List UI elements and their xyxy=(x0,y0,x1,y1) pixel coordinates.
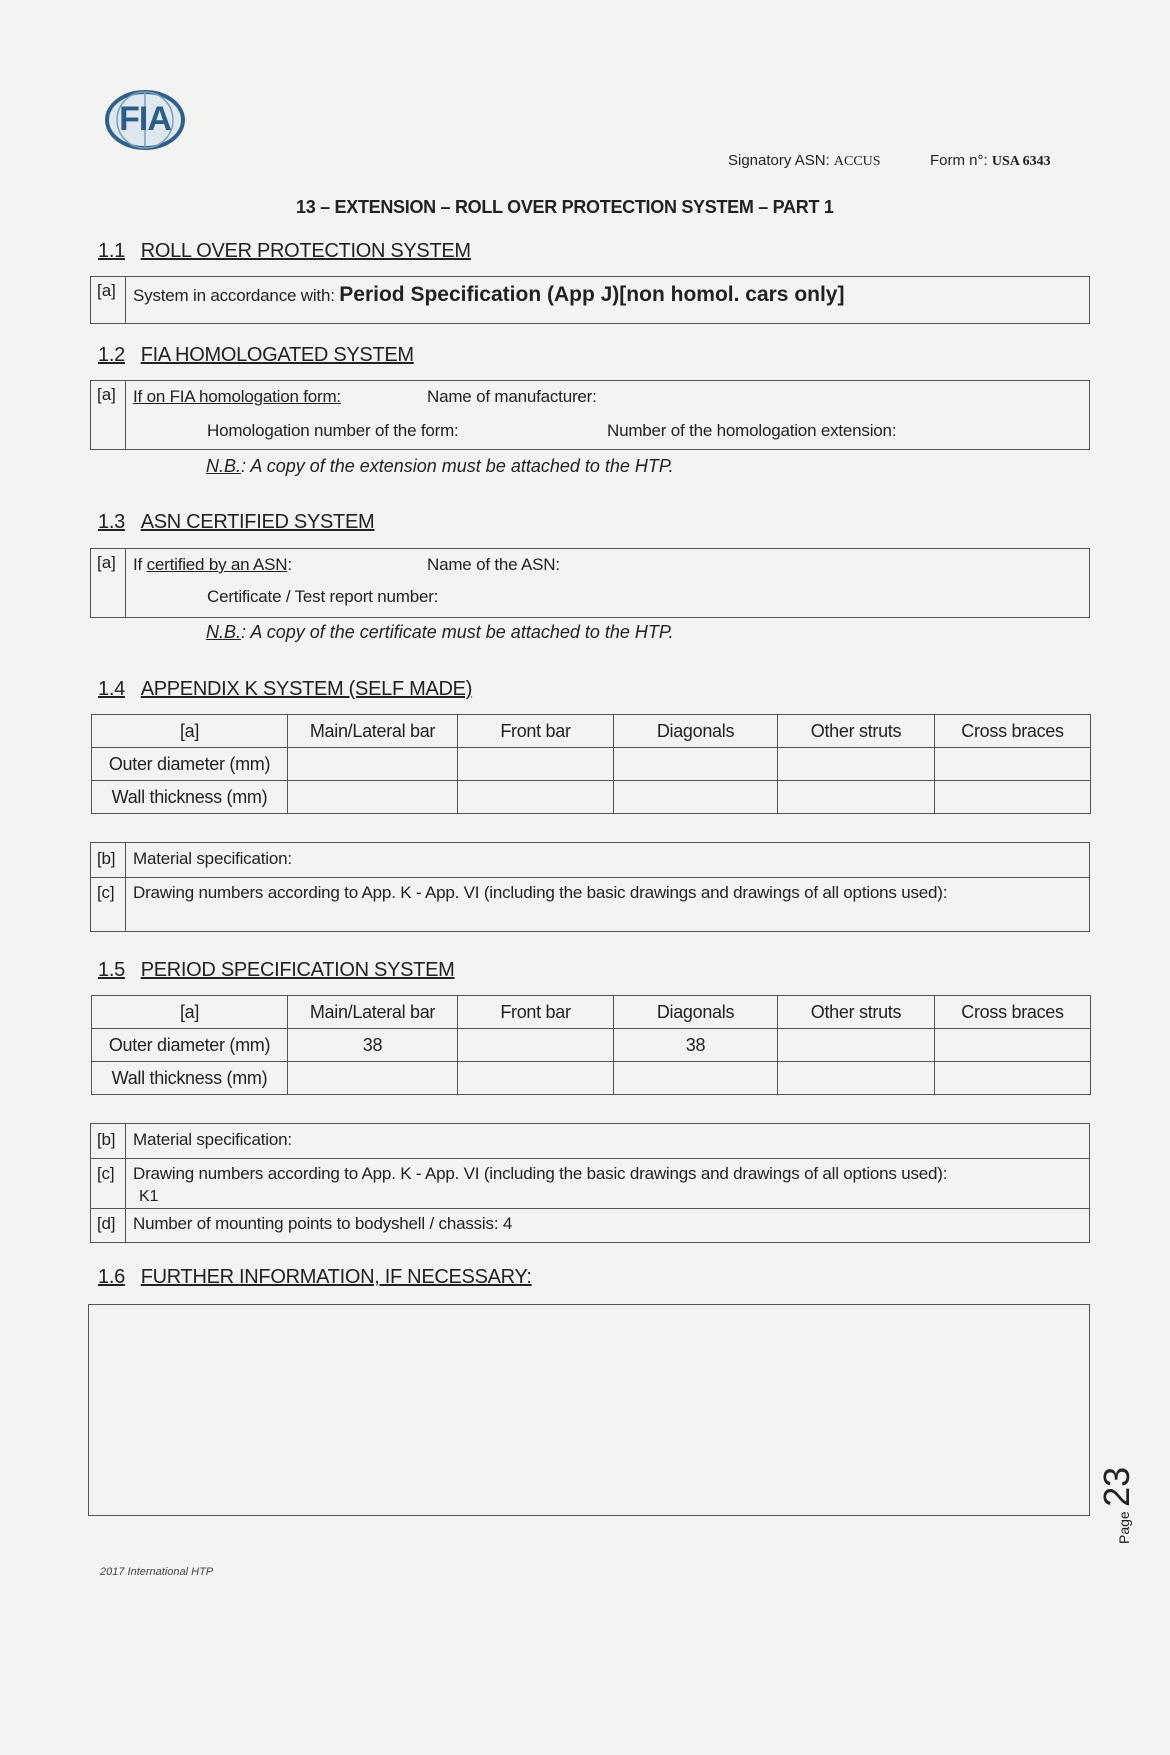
table-row: Outer diameter (mm) xyxy=(92,748,1091,781)
drawing-numbers-value: K1 xyxy=(139,1188,159,1205)
footer-text: 2017 International HTP xyxy=(100,1566,214,1578)
drawing-numbers-label: Drawing numbers according to App. K - App. VI (including the basic drawings and drawings of all options used): xyxy=(133,1164,948,1183)
material-specification-label: Material specification: xyxy=(133,849,292,868)
appendix-k-dimensions-table xyxy=(91,714,1091,814)
section-1-4-heading: 1.4 APPENDIX K SYSTEM (SELF MADE) xyxy=(98,678,473,700)
appendix-k-material-box: [b] Material specification: [c] Drawing numbers according to App. K - App. VI (including the basic drawings and drawings of all options used): xyxy=(90,842,1090,932)
system-accordance-label: System in accordance with: xyxy=(133,286,335,305)
fia-logo: FIA xyxy=(104,88,186,152)
table-row: Outer diameter (mm) 38 38 xyxy=(92,1029,1091,1062)
mounting-points-label: Number of mounting points to bodyshell / chassis: 4 xyxy=(133,1214,513,1233)
table-row: Wall thickness (mm) xyxy=(92,781,1091,814)
section-1-3-heading: 1.3 ASN CERTIFIED SYSTEM xyxy=(98,511,375,533)
page-number: Page 23 xyxy=(1096,1466,1137,1544)
section-1-2-heading: 1.2 FIA HOMOLOGATED SYSTEM xyxy=(98,344,414,366)
period-spec-dimensions-table xyxy=(91,995,1091,1095)
homologation-number-label: Homologation number of the form: xyxy=(207,421,459,440)
homologation-extension-label: Number of the homologation extension: xyxy=(607,421,897,440)
drawing-numbers-label: Drawing numbers according to App. K - App. VI (including the basic drawings and drawings of all options used): xyxy=(133,883,948,902)
signatory-asn: Signatory ASN: ACCUS xyxy=(728,152,881,169)
section-1-6-heading: 1.6 FURTHER INFORMATION, IF NECESSARY: xyxy=(98,1266,532,1288)
material-specification-label: Material specification: xyxy=(133,1130,292,1149)
manufacturer-label: Name of manufacturer: xyxy=(427,387,597,406)
fia-homologated-box: [a] If on FIA homologation form: Name of manufacturer: Homologation number of the form: Number of the homologation extension: xyxy=(90,380,1090,450)
system-accordance-value: Period Specification (App J)[non homol. cars only] xyxy=(339,283,845,306)
roll-over-system-row: [a] System in accordance with: Period Specification (App J)[non homol. cars only] xyxy=(90,276,1090,324)
homologation-form-label: If on FIA homologation form: xyxy=(133,387,341,406)
asn-name-label: Name of the ASN: xyxy=(427,555,560,574)
period-spec-material-box: [b] Material specification: [c] Drawing numbers according to App. K - App. VI (including the basic drawings and drawings of all options used): K1 [d] Number of mounting points to bodyshell / chassis: 4 xyxy=(90,1123,1090,1243)
form-number: Form n°: USA 6343 xyxy=(930,152,1051,169)
nb-extension-note: N.B.: A copy of the extension must be attached to the HTP. xyxy=(206,456,674,476)
section-1-1-heading: 1.1 ROLL OVER PROTECTION SYSTEM xyxy=(98,240,471,262)
asn-certified-box: [a] If certified by an ASN: Name of the ASN: Certificate / Test report number: xyxy=(90,548,1090,618)
certificate-number-label: Certificate / Test report number: xyxy=(207,587,439,606)
page-title: 13 – EXTENSION – ROLL OVER PROTECTION SYSTEM – PART 1 xyxy=(296,197,834,217)
further-information-box xyxy=(88,1304,1090,1516)
certified-by-asn-label: If certified by an ASN: xyxy=(133,555,292,574)
section-1-5-heading: 1.5 PERIOD SPECIFICATION SYSTEM xyxy=(98,959,455,981)
table-header-row: [a] Main/Lateral bar Front bar Diagonals Other struts Cross braces xyxy=(92,996,1091,1029)
table-row: Wall thickness (mm) xyxy=(92,1062,1091,1095)
nb-certificate-note: N.B.: A copy of the certificate must be attached to the HTP. xyxy=(206,622,674,642)
table-header-row: [a] Main/Lateral bar Front bar Diagonals Other struts Cross braces xyxy=(92,715,1091,748)
